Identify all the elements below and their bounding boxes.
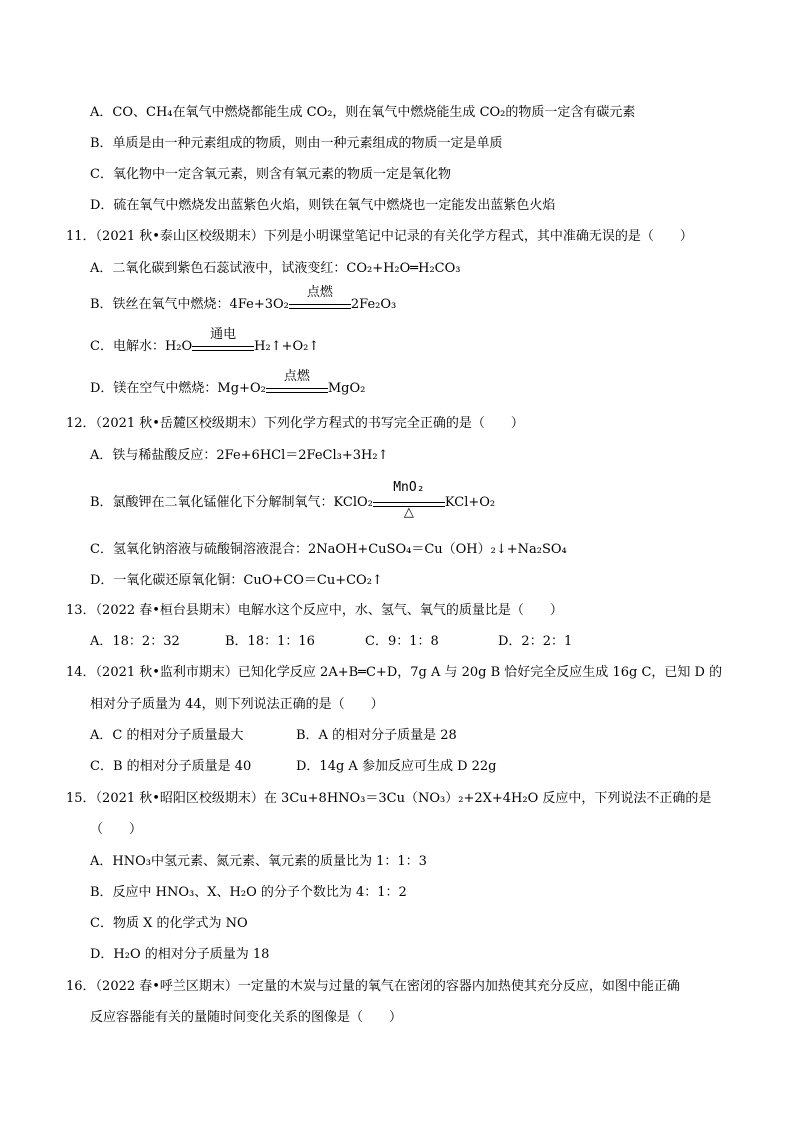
q15-option-d: D．H₂O 的相对分子质量为 18 bbox=[90, 947, 270, 962]
q14-option-b: B．A 的相对分子质量是 28 bbox=[296, 728, 457, 743]
q13-option-c: C．9：1：8 bbox=[365, 634, 439, 649]
q13-option-a: A．18：2：32 bbox=[90, 634, 180, 649]
q15-option-b: B．反应中 HNO₃、X、H₂O 的分子个数比为 4：1：2 bbox=[90, 885, 407, 900]
q11-option-d bbox=[90, 369, 366, 398]
q11-c-condition bbox=[192, 327, 254, 356]
q10-option-d: D．硫在氧气中燃烧发出蓝紫色火焰，则铁在氧气中燃烧也一定能发出蓝紫色火焰 bbox=[90, 198, 556, 213]
q15-stem-line2: （ ） bbox=[90, 822, 143, 837]
q12-b-condition bbox=[373, 480, 445, 520]
q14-stem-line1: 14．（2021 秋•监利市期末）已知化学反应 2A+B═C+D，7g A 与 20g B 恰好完全反应生成 16g C，已知 D 的 bbox=[66, 665, 723, 680]
q14-option-c: C．B 的相对分子质量是 40 bbox=[90, 759, 252, 774]
q12-option-c: C．氢氧化钠溶液与硫酸铜溶液混合：2NaOH+CuSO₄＝Cu（OH）₂↓+Na₂SO₄ bbox=[90, 542, 567, 557]
q12-stem: 12．（2021 秋•岳麓区校级期末）下列化学方程式的书写完全正确的是（ ） bbox=[66, 416, 524, 431]
q11-d-cond-label: 点燃 bbox=[283, 369, 310, 384]
q13-stem: 13．（2022 春•桓台县期末）电解水这个反应中，水、氢气、氧气的质量比是（ ） bbox=[66, 603, 563, 618]
q11-d-condition bbox=[266, 369, 328, 398]
q16-stem-line2: 反应容器能有关的量随时间变化关系的图像是（ ） bbox=[90, 1010, 403, 1025]
q10-option-b: B．单质是由一种元素组成的物质，则由一种元素组成的物质一定是单质 bbox=[90, 136, 503, 151]
q12-b-text: B．氯酸钾在二氧化锰催化下分解制氧气：KClO₂ bbox=[90, 495, 373, 510]
q11-stem: 11．（2021 秋•泰山区校级期末）下列是小明课堂笔记中记录的有关化学方程式，其中准确无误的是（ ） bbox=[66, 229, 693, 244]
q15-option-c: C．物质 X 的化学式为 NO bbox=[90, 916, 248, 931]
q11-b-product: 2Fe₂O₃ bbox=[350, 297, 397, 312]
q12-option-d: D．一氧化碳还原氧化铜：CuO+CO＝Cu+CO₂↑ bbox=[90, 573, 383, 588]
q13-option-b: B．18：1：16 bbox=[225, 634, 315, 649]
q11-c-text: C．电解水：H₂O bbox=[90, 339, 193, 354]
reaction-bar bbox=[192, 346, 254, 351]
q12-b-cond-top: MnO₂ bbox=[393, 480, 425, 495]
q11-option-c bbox=[90, 327, 320, 356]
q15-stem-line1: 15．（2021 秋•昭阳区校级期末）在 3Cu+8HNO₃＝3Cu（NO₃）₂+2X+4H₂O 反应中，下列说法不正确的是 bbox=[66, 791, 712, 806]
reaction-bar bbox=[289, 304, 351, 309]
q11-b-cond-label: 点燃 bbox=[306, 285, 333, 300]
q10-option-a: A．CO、CH₄在氧气中燃烧都能生成 CO₂，则在氧气中燃烧能生成 CO₂的物质一定含有碳元素 bbox=[90, 105, 636, 120]
q16-stem-line1: 16．（2022 春•呼兰区期末）一定量的木炭与过量的氧气在密闭的容器内加热使其充分反应，如图中能正确 bbox=[66, 979, 680, 994]
q13-option-d: D．2：2：1 bbox=[498, 634, 573, 649]
q14-option-a: A．C 的相对分子质量最大 bbox=[90, 728, 244, 743]
q11-d-text: D．镁在空气中燃烧：Mg+O₂ bbox=[90, 381, 266, 396]
q11-d-product: MgO₂ bbox=[327, 381, 366, 396]
q12-option-a: A．铁与稀盐酸反应：2Fe+6HCl＝2FeCl₃+3H₂↑ bbox=[90, 448, 389, 463]
q15-option-a: A．HNO₃中氢元素、氮元素、氧元素的质量比为 1：1：3 bbox=[90, 854, 427, 869]
q10-option-c: C．氧化物中一定含氧元素，则含有氧元素的物质一定是氧化物 bbox=[90, 167, 451, 182]
q11-b-condition bbox=[289, 285, 351, 314]
q11-option-b bbox=[90, 285, 397, 314]
reaction-bar bbox=[266, 388, 328, 393]
q12-b-product: KCl+O₂ bbox=[444, 495, 496, 510]
q11-option-a: A．二氧化碳到紫色石蕊试液中，试液变红：CO₂+H₂O═H₂CO₃ bbox=[90, 261, 461, 276]
q12-option-b bbox=[90, 480, 496, 520]
q11-c-product: H₂↑+O₂↑ bbox=[254, 339, 320, 354]
q12-b-cond-bottom: △ bbox=[403, 505, 414, 520]
q14-option-d: D．14g A 参加反应可生成 D 22g bbox=[296, 759, 497, 774]
q11-b-text: B．铁丝在氧气中燃烧：4Fe+3O₂ bbox=[90, 297, 289, 312]
q14-stem-line2: 相对分子质量为 44，则下列说法正确的是（ ） bbox=[90, 697, 384, 712]
q11-c-cond-label: 通电 bbox=[210, 327, 237, 342]
